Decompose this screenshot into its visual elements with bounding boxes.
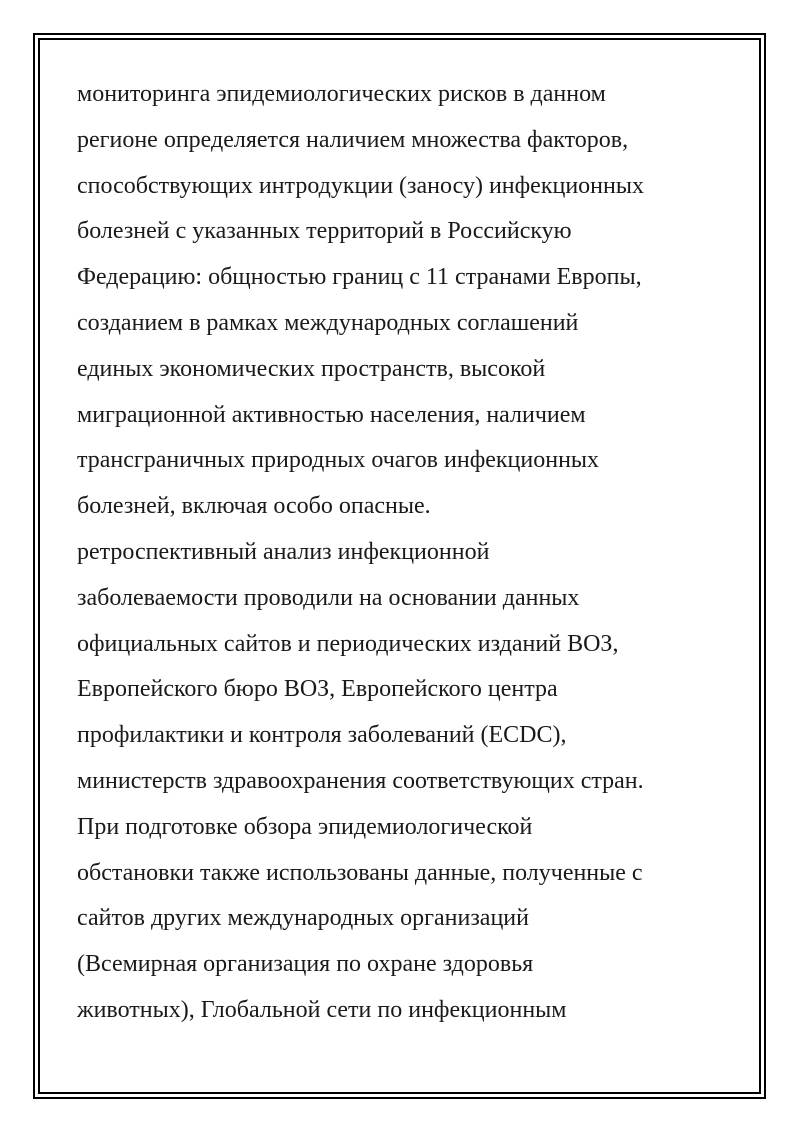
text-line: официальных сайтов и периодических изданий ВОЗ, [77,630,619,657]
text-line: единых экономических пространств, высокой [77,355,546,382]
text-line: созданием в рамках международных соглашений [77,309,579,336]
text-line: регионе определяется наличием множества факторов, [77,126,629,153]
text-line: При подготовке обзора эпидемиологической [77,813,533,840]
text-line: трансграничных природных очагов инфекционных [77,447,600,474]
text-line: мониторинга эпидемиологических рисков в данном [77,81,606,107]
text-line: животных), Глобальной сети по инфекционным [77,996,567,1023]
text-line: профилактики и контроля заболеваний (ECDC), [77,722,567,749]
text-line: (Всемирная организация по охране здоровья [77,951,534,978]
text-line: заболеваемости проводили на основании данных [77,584,580,611]
text-line: болезней с указанных территорий в Российскую [77,218,572,245]
text-line: болезней, включая особо опасные. [77,493,431,520]
text-line: ретроспективный анализ инфекционной [77,538,490,565]
text-line: Федерацию: общностью границ с 11 странами Европы, [77,264,642,291]
text-line: миграционной активностью населения, наличием [77,401,586,428]
text-line: сайтов других международных организаций [77,905,529,932]
text-line: обстановки также использованы данные, полученные с [77,859,643,886]
text-line: Европейского бюро ВОЗ, Европейского центра [77,676,558,703]
text-line: министерств здравоохранения соответствующих стран. [77,767,644,794]
document-text [77,72,737,1034]
text-line: способствующих интродукции (заносу) инфекционных [77,172,644,199]
